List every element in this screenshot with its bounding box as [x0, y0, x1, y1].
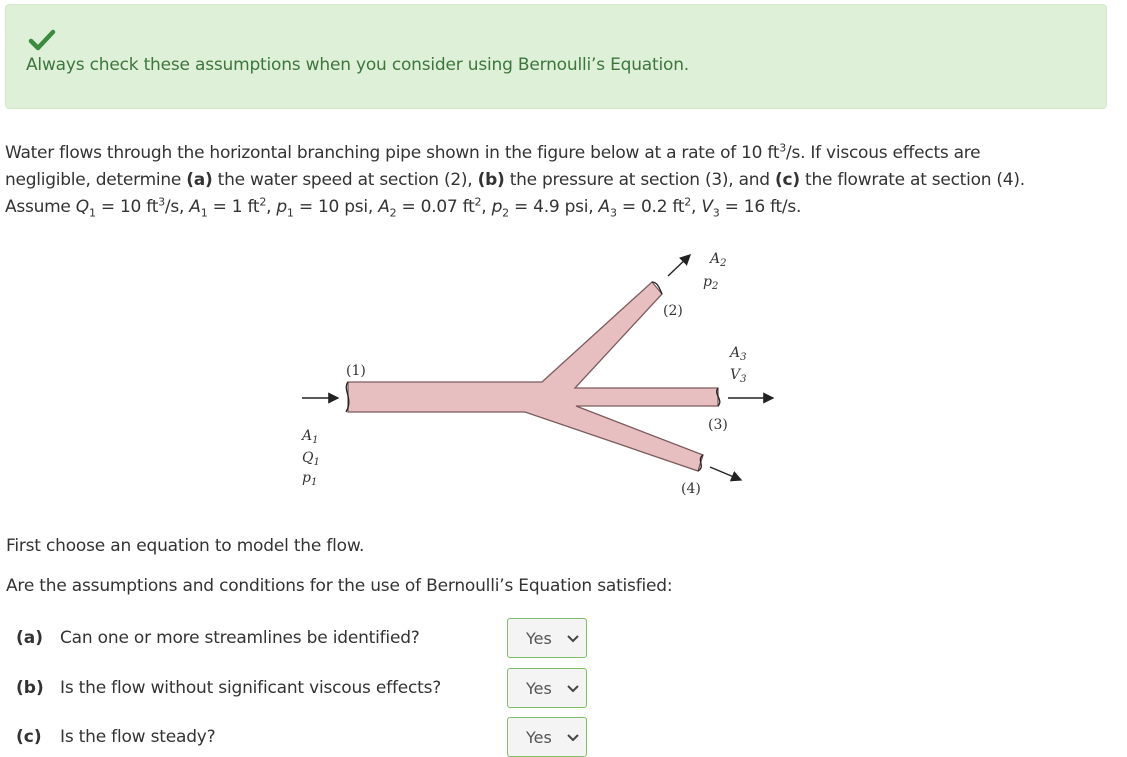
question-letter: (a) — [16, 628, 44, 648]
outlet-arrow-4 — [710, 467, 741, 480]
question-text: Is the flow without significant viscous effects? — [60, 678, 442, 698]
svg-text:A2: $A_2$ — [710, 251, 727, 269]
answer-select-c[interactable]: Yes — [507, 717, 587, 757]
question-letter: (b) — [16, 678, 44, 698]
svg-text:V3: $V_3$ — [730, 367, 747, 385]
svg-text:p1: $p_1$ — [302, 470, 318, 488]
problem-statement: Water flows through the horizontal branching pipe shown in the figure below at a rate of 10 $ft^3/s$. If viscous effects are negligible, determine (a) the water speed at section (2), (b) the pressure at section (3), and (c) the flowrate at section (4). Assume $Q_1 = 10$ $ft^3/s$, $A_1 = 1$ $ft^2$, $p_1 = 10$ psi, $A_2 = 0.07$ $ft^2$, $p_2 = 4.9$ psi, $A_3 = 0.2$ $ft^2$, $V_3 = 16$ ft/s. — [5, 141, 1025, 220]
section-4-label: (4) — [681, 481, 701, 497]
svg-text:p2: $p_2$ — [703, 274, 719, 292]
answer-select-a[interactable]: Yes — [507, 618, 587, 658]
outlet-arrow-2 — [668, 255, 690, 276]
svg-text:A3: $A_3$ — [730, 345, 747, 363]
question-letter: (c) — [16, 727, 42, 747]
success-alert — [5, 4, 1107, 109]
alert-message: Always check these assumptions when you consider using Bernoulli’s Equation. — [26, 55, 689, 75]
section-1-label: (1) — [346, 363, 366, 379]
answer-select-b[interactable]: Yes — [507, 668, 587, 708]
branching-pipe-figure — [290, 242, 790, 502]
chevron-down-icon — [567, 635, 579, 643]
section-3-label: (3) — [708, 417, 728, 433]
question-text: Can one or more streamlines be identified? — [60, 628, 420, 648]
chevron-down-icon — [567, 734, 579, 742]
svg-text:A1: $A_1$ — [302, 428, 319, 446]
chevron-down-icon — [567, 685, 579, 693]
svg-text:Q1: $Q_1$ — [302, 450, 320, 468]
check-icon — [28, 28, 56, 52]
instruction-assumptions: Are the assumptions and conditions for the use of Bernoulli’s Equation satisfied: — [6, 576, 673, 596]
section-2-label: (2) — [663, 303, 683, 319]
question-text: Is the flow steady? — [60, 727, 216, 747]
instruction-choose: First choose an equation to model the flow. — [6, 536, 365, 556]
